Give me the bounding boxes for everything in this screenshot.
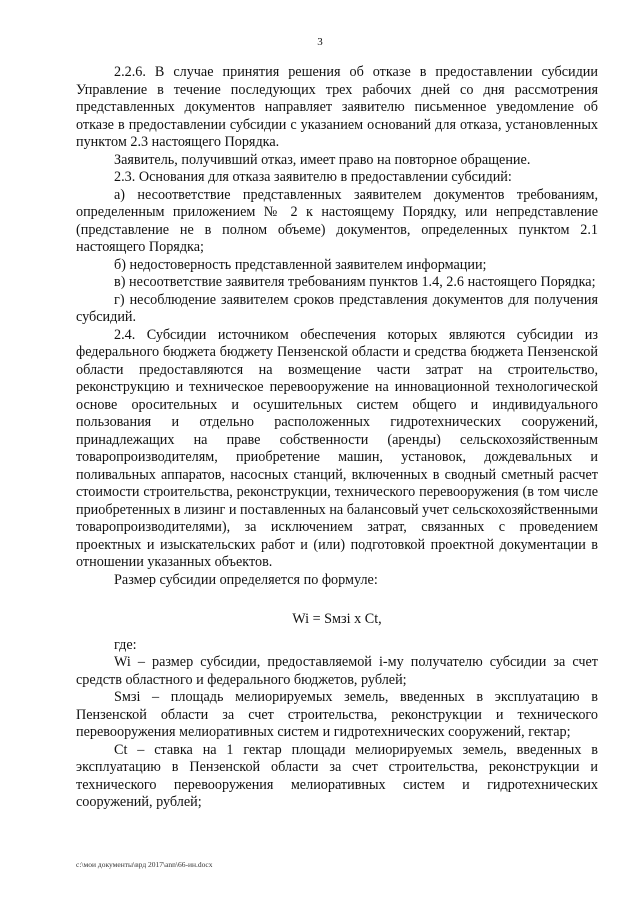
paragraph-2-3-a: а) несоответствие представленных заявителем документов требованиям, определенным приложением № 2 к настоящему Порядку, или непредставление (представление не в полном объеме) документов, определенных пунктом 2.1 настоящего Порядка; xyxy=(76,186,598,255)
paragraph-2-3-v: в) несоответствие заявителя требованиям пунктов 1.4, 2.6 настоящего Порядка; xyxy=(114,274,596,290)
paragraph-formula-intro: Размер субсидии определяется по формуле: xyxy=(114,571,378,588)
paragraph-2-3-g: г) несоблюдение заявителем сроков представления документов для получения субсидий. xyxy=(76,291,598,325)
paragraph-2-4: 2.4. Субсидии источником обеспечения которых являются субсидии из федерального бюджета бюджету Пензенской области и средства бюджета Пензенской области предоставляются на возмещение части затрат на строительство, реконструкцию и техническое перевооружение на инновационной технологической основе оросительных и осушительных систем общего и индивидуального пользования и отдельно расположенных гидротехнических сооружений, принадлежащих на праве собственности (аренды) сельскохозяйственным товаропроизводителям, приобретение машин, установок, дождевальных и поливальных аппаратов, насосных станций, включенных в сводный сметный расчет стоимости строительства, реконструкции, технического перевооружения (в том числе приобретенных в лизинг и поставленных на балансовый учет сельскохозяйственными товаропроизводителями), за исключением затрат, связанных с проведением проектных и изыскательских работ и (или) подготовкой проектной документации в отношении указанных объектов. xyxy=(76,326,598,570)
paragraph-2-3: 2.3. Основания для отказа заявителю в предоставлении субсидий: xyxy=(114,169,512,185)
paragraph-def-wi: Wi – размер субсидии, предоставляемой i-му получателю субсидии за счет средств областного и федерального бюджетов, рублей; xyxy=(76,654,598,688)
paragraph-def-ct: Ct – ставка на 1 гектар площади мелиорируемых земель, введенных в эксплуатацию в Пензенской области за счет строительства, реконструкции и технического перевооружения мелиоративных систем и гидротехнических сооружений, рублей; xyxy=(76,741,598,810)
page-number: 3 xyxy=(317,36,323,48)
paragraph-repeat-appeal: Заявитель, получивший отказ, имеет право на повторное обращение. xyxy=(114,151,531,168)
paragraph-2-2-6: 2.2.6. В случае принятия решения об отказе в предоставлении субсидии Управление в течение последующих трех рабочих дней со дня рассмотрения представленных документов направляет заявителю письменное уведомление об отказе в предоставлении субсидии с указанием оснований для отказа, установленных пунктом 2.3 настоящего Порядка. xyxy=(76,64,598,150)
file-path-footer: c:\мои документы\врд 2017\ann\66-ин.docx xyxy=(76,860,213,869)
paragraph-2-3-b: б) недостоверность представленной заявителем информации; xyxy=(114,256,487,273)
paragraph-def-smzi: Sмзi – площадь мелиорируемых земель, введенных в эксплуатацию в Пензенской области за счет строительства, реконструкции и технического перевооружения мелиоративных систем и гидротехнических сооружений, гектар; xyxy=(76,689,598,740)
paragraph-where: где: xyxy=(114,636,137,653)
subsidy-formula: Wi = Sмзi x Ct, xyxy=(292,611,382,627)
document-body xyxy=(76,64,598,812)
